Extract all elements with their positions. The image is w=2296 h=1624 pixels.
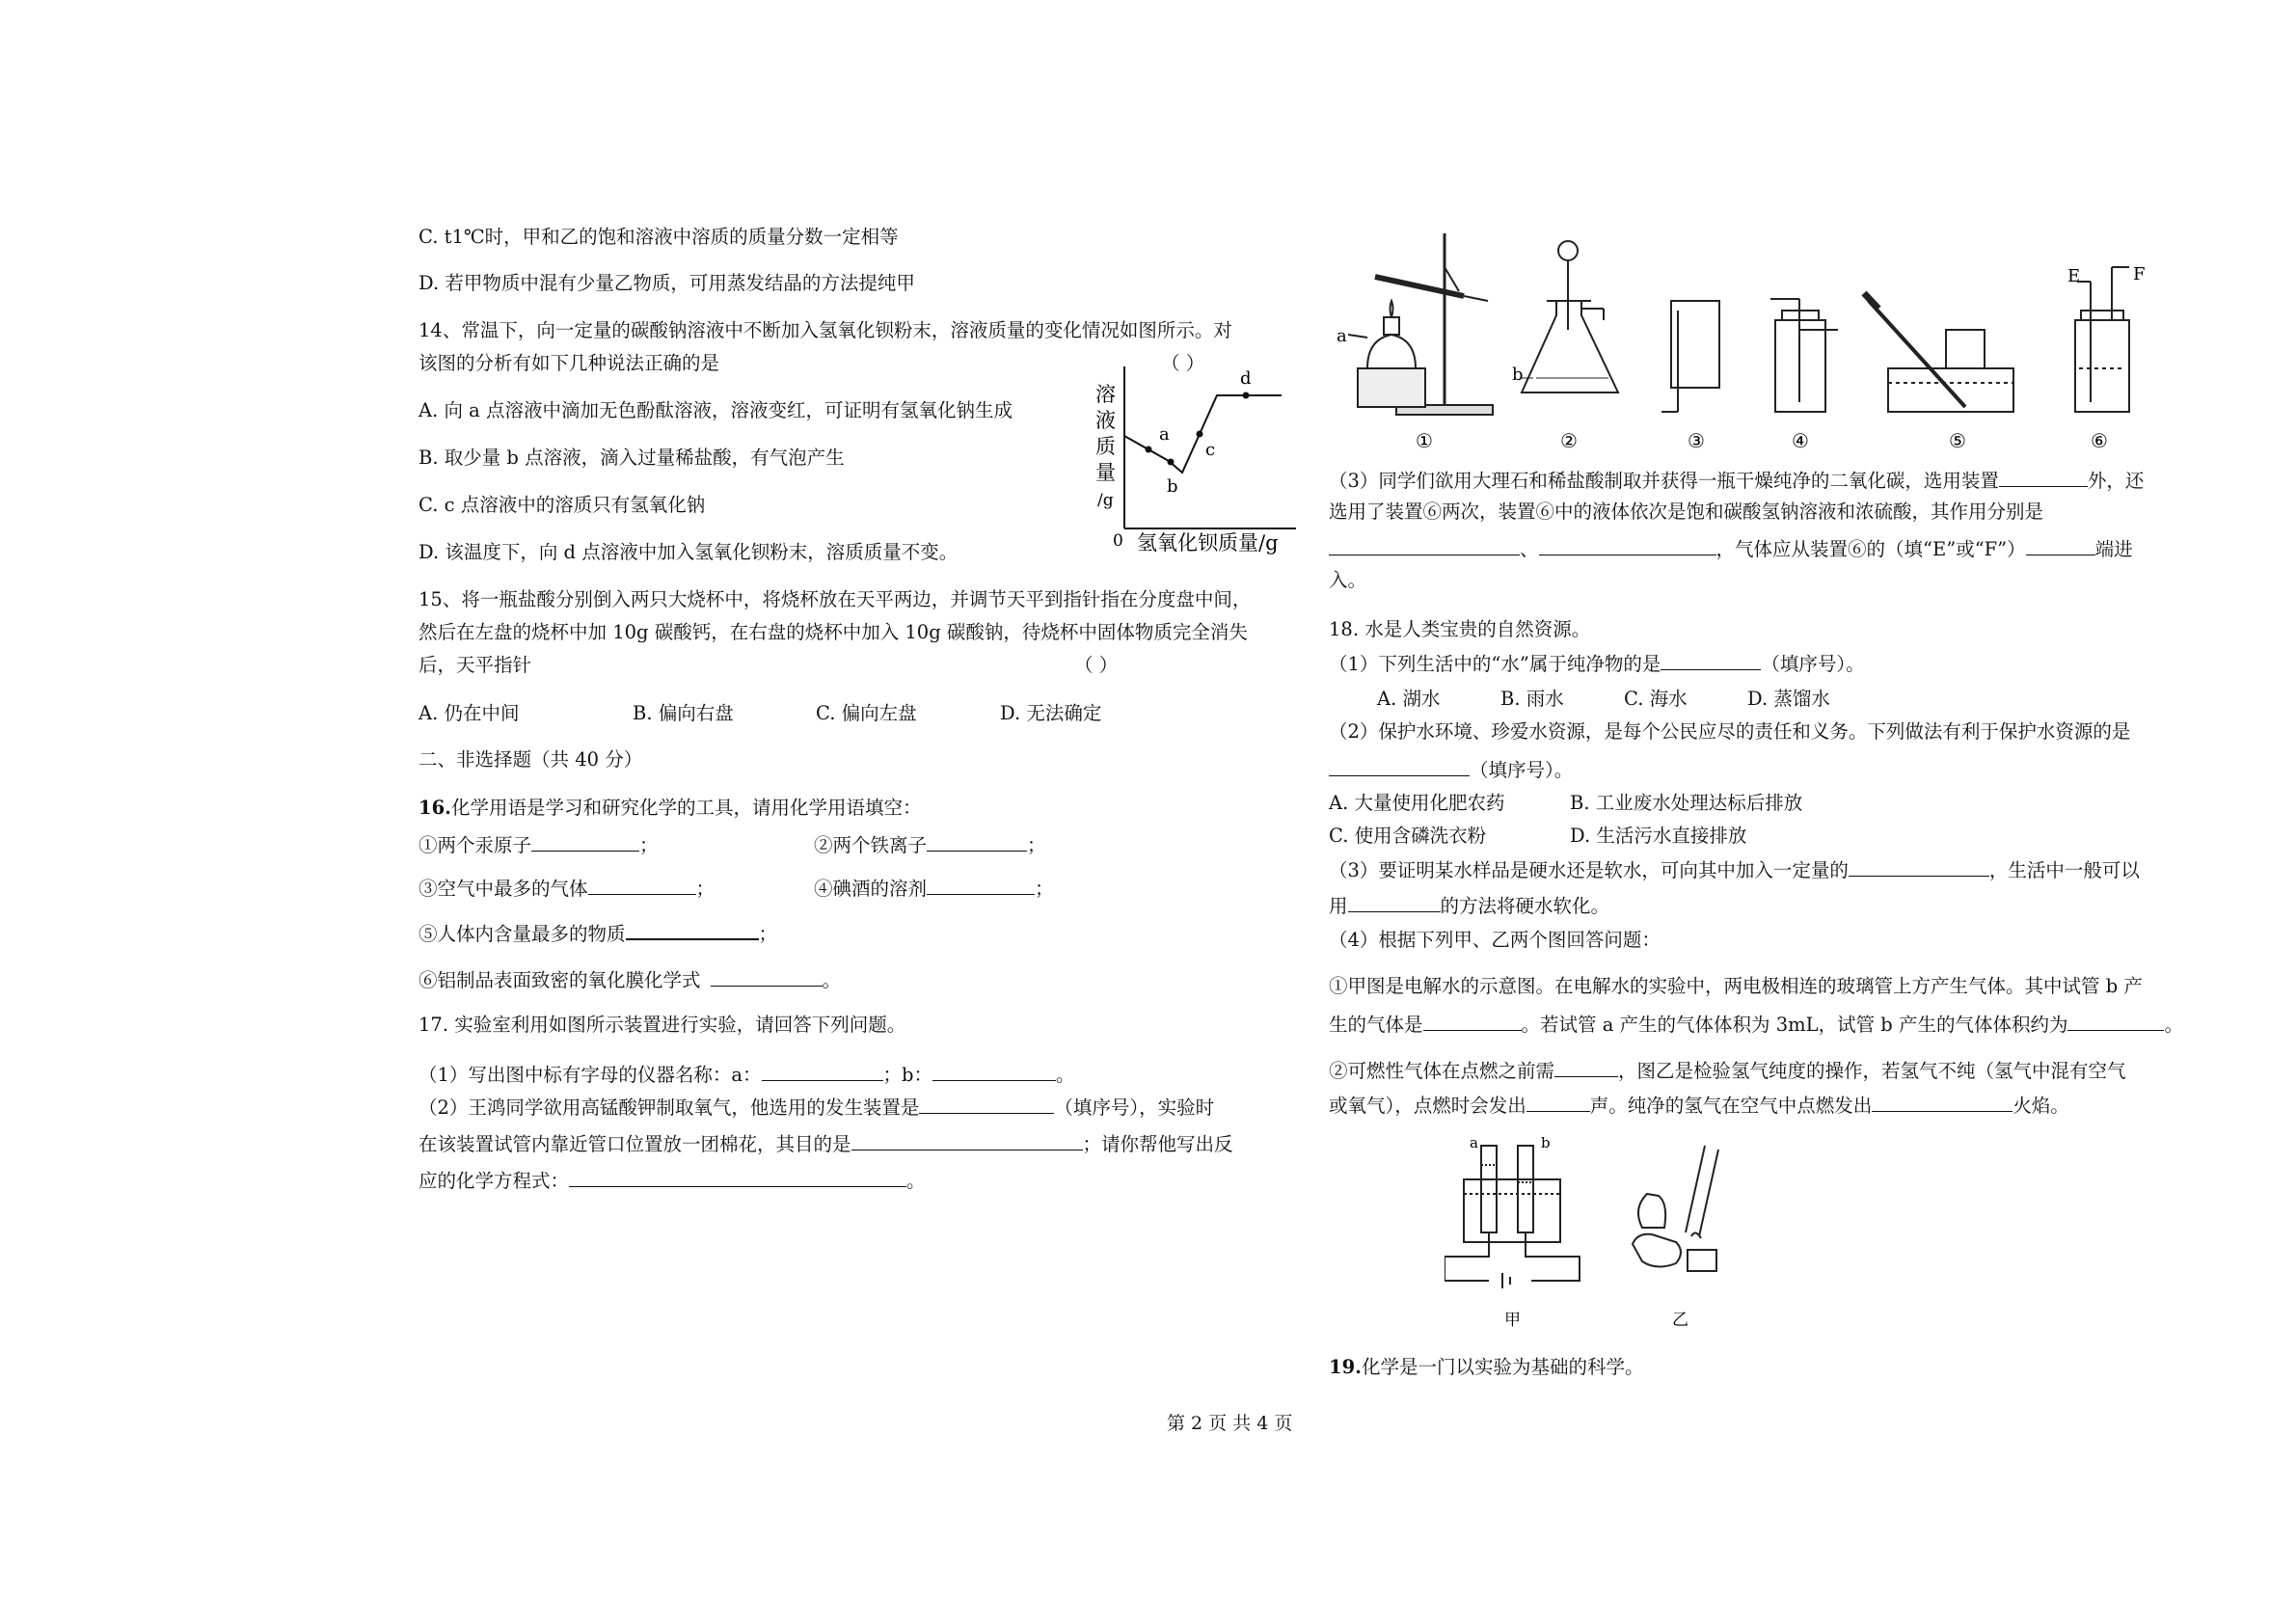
graph-origin: 0 [1113, 531, 1123, 551]
q14-stem-line1: 14、常温下，向一定量的碳酸钠溶液中不断加入氢氧化钡粉末，溶液质量的变化情况如图所示。对 [419, 319, 1232, 341]
apparatus-4-downward-collect [1770, 299, 1838, 412]
q15-answer-paren: （ ） [1074, 654, 1119, 676]
q18-part4-2-text-b: ，图乙是检验氢气纯度的操作，若氢气不纯（氢气中混有空气 [1618, 1060, 2126, 1082]
point-label-a: a [1159, 424, 1170, 445]
q17-part3-line3 [1329, 535, 2133, 562]
q16-item-3-blank[interactable] [588, 875, 696, 895]
q16-item-1-semi: ； [639, 834, 659, 856]
q16-item-2-text: ②两个铁离子 [814, 834, 928, 856]
q14-answer-paren: （ ） [1161, 352, 1205, 374]
q16-item-6-period: 。 [822, 969, 842, 991]
apparatus-label-2: ② [1560, 429, 1578, 452]
q17-part2-text-b: （填序号），实验时 [1054, 1096, 1215, 1119]
figure-jia-label-b: b [1541, 1136, 1551, 1151]
q18-part1-opt-b: B. 雨水 [1500, 688, 1564, 710]
figure-yi-caption: 乙 [1672, 1311, 1688, 1329]
q16-item-5 [419, 919, 777, 947]
q18-part4-2-text-c: 或氧气），点燃时会发出 [1329, 1095, 1526, 1117]
point-label-d: d [1240, 368, 1252, 389]
apparatus-letter-a: a [1337, 326, 1347, 346]
q18-blank-sound[interactable] [1526, 1092, 1590, 1112]
point-d [1243, 392, 1250, 399]
q15-option-c: C. 偏向左盘 [816, 702, 917, 724]
q16-text: 化学用语是学习和研究化学的工具，请用化学用语填空： [450, 797, 922, 819]
q14-option-c: C. c 点溶液中的溶质只有氢氧化钠 [419, 494, 706, 516]
q17-part3-text-b: 外，还 [2087, 470, 2145, 492]
q18-part2-text-b: （填序号）。 [1470, 759, 1574, 781]
q16-item-6-text: ⑥铝制品表面致密的氧化膜化学式 [419, 969, 701, 991]
q18-part4-2-line1 [1329, 1057, 2126, 1084]
q17-part3-text-a: （3）同学们欲用大理石和稀盐酸制取并获得一瓶干燥纯净的二氧化碳，选用装置 [1329, 470, 1999, 492]
q17-part2-text-e: 应的化学方程式： [419, 1170, 570, 1192]
q18-part3-text-d: 的方法将硬水软化。 [1440, 895, 1610, 917]
q18-part1-text-b: （填序号）。 [1761, 653, 1865, 675]
q17-part1-text-a: （1）写出图中标有字母的仪器名称：a： [419, 1064, 762, 1086]
q16-item-4-semi: ； [1035, 878, 1054, 900]
q14-stem-line2: 该图的分析有如下几种说法正确的是 [419, 352, 720, 374]
apparatus-3-upward-collect [1661, 301, 1719, 412]
point-c [1197, 431, 1203, 438]
q18-part4-2-text-d: 声。纯净的氢气在空气中点燃发出 [1589, 1095, 1873, 1117]
q17-blank-role1[interactable] [1329, 535, 1520, 555]
point-label-c: c [1205, 440, 1216, 460]
q16-item-2-blank[interactable] [927, 831, 1027, 852]
q19-stem [1329, 1355, 1643, 1380]
q17-part2-text-a: （2）王鸿同学欲用高锰酸钾制取氧气，他选用的发生装置是 [419, 1096, 920, 1119]
q18-part3-line2 [1329, 892, 1609, 919]
q18-blank-flame[interactable] [1872, 1092, 2012, 1112]
q18-blank-pure[interactable] [1661, 650, 1761, 670]
q17-blank-inlet[interactable] [2026, 535, 2095, 555]
ylabel-char-1: 溶 [1095, 383, 1116, 406]
point-a [1146, 447, 1152, 453]
apparatus-label-4: ④ [1792, 429, 1809, 452]
ylabel-char-4: 量 [1095, 461, 1116, 484]
q16-item-3 [419, 875, 715, 902]
q16-item-4-blank[interactable] [927, 875, 1035, 895]
q18-part3-text-a: （3）要证明某水样品是硬水还是软水，可向其中加入一定量的 [1329, 859, 1849, 881]
q18-part2-line1: （2）保护水环境、珍爱水资源，是每个公民应尽的责任和义务。下列做法有利于保护水资源的是 [1329, 720, 2131, 743]
q18-blank-volume[interactable] [2067, 1011, 2164, 1031]
apparatus-2-flask [1522, 241, 1618, 392]
q18-blank-pretreat[interactable] [1554, 1057, 1618, 1077]
q17-part3-sep: 、 [1520, 538, 1539, 560]
q18-part3-text-c: 用 [1329, 895, 1348, 917]
figure-jia-caption: 甲 [1504, 1311, 1521, 1329]
q13-option-d: D. 若甲物质中混有少量乙物质，可用蒸发结晶的方法提纯甲 [419, 272, 915, 294]
q18-part2-opt-c: C. 使用含磷洗衣粉 [1329, 825, 1487, 847]
q16-item-2-semi: ； [1027, 834, 1046, 856]
q18-part3-line1 [1329, 856, 2140, 883]
ylabel-char-3: 质 [1095, 435, 1116, 458]
apparatus-6-wash-bottle [2075, 267, 2129, 412]
q18-part4-1-period: 。 [2164, 1014, 2183, 1036]
q16-item-1-blank[interactable] [531, 831, 639, 852]
q15-stem-line3: 后，天平指针 [419, 654, 532, 676]
q18-blank-method[interactable] [1348, 892, 1441, 912]
point-b [1168, 459, 1175, 466]
q16-item-4-text: ④碘酒的溶剂 [814, 878, 928, 900]
apparatus-label-1: ① [1416, 429, 1433, 452]
q17-part1 [419, 1061, 1075, 1088]
section-2-heading: 二、非选择题（共 40 分） [419, 748, 643, 771]
q16-item-2 [814, 831, 1046, 858]
apparatus-label-5: ⑤ [1949, 429, 1966, 452]
q17-part3-text-f: 端进 [2094, 538, 2133, 560]
q18-part2-opt-b: B. 工业废水处理达标后排放 [1570, 792, 1803, 814]
q17-blank-a[interactable] [762, 1061, 883, 1081]
q17-blank-equation[interactable] [569, 1167, 906, 1187]
q16-item-5-semi: ； [758, 923, 778, 945]
q15-option-a: A. 仍在中间 [419, 702, 520, 724]
q18-part4-2-line2 [1329, 1092, 2069, 1119]
page-footer: 第 2 页 共 4 页 [1167, 1413, 1293, 1434]
q18-blank-reagent[interactable] [1849, 856, 1989, 877]
q17-part1-period: 。 [1056, 1064, 1075, 1086]
q15-stem-line2: 然后在左盘的烧杯中加 10g 碳酸钙，在右盘的烧杯中加入 10g 碳酸钠，待烧杯中固体物质完全消失 [419, 621, 1248, 643]
ylabel-char-2: 液 [1095, 409, 1116, 432]
q18-part4-1-line1: ①甲图是电解水的示意图。在电解水的实验中，两电极相连的玻璃管上方产生气体。其中试管 b 产 [1329, 975, 2143, 997]
q16-item-1-text: ①两个汞原子 [419, 834, 532, 856]
q17-blank-b[interactable] [932, 1061, 1056, 1081]
q16-number: 16. [419, 797, 451, 819]
q14-option-d: D. 该温度下，向 d 点溶液中加入氢氧化钡粉末，溶质质量不变。 [419, 541, 959, 563]
q14-option-a: A. 向 a 点溶液中滴加无色酚酞溶液，溶液变红，可证明有氢氧化钠生成 [419, 399, 1013, 421]
ylabel-char-5: /g [1097, 491, 1114, 510]
apparatus-letter-F: F [2133, 264, 2146, 284]
q15-option-b: B. 偏向右盘 [633, 702, 734, 724]
figure-jia-label-a: a [1470, 1136, 1478, 1151]
q17-blank-role2[interactable] [1539, 535, 1716, 555]
q17-part2-line1 [419, 1094, 1214, 1121]
q18-part2-opt-a: A. 大量使用化肥农药 [1329, 792, 1505, 814]
q19-number: 19. [1329, 1356, 1362, 1378]
q17-part3-line1 [1329, 467, 2144, 494]
apparatus-5-water-trough [1864, 293, 2013, 412]
q19-text: 化学是一门以实验为基础的科学。 [1361, 1356, 1644, 1378]
q18-part1 [1329, 650, 1865, 677]
q17-part3-line2: 选用了装置⑥两次，装置⑥中的液体依次是饱和碳酸氢钠溶液和浓硫酸，其作用分别是 [1329, 501, 2044, 523]
q16-item-3-semi: ； [695, 878, 716, 900]
q17-part1-text-b: ；b： [882, 1064, 933, 1086]
q18-part2-opt-d: D. 生活污水直接排放 [1570, 825, 1747, 847]
q17-part2-period: 。 [906, 1170, 926, 1192]
q16-item-6-blank[interactable] [711, 966, 823, 987]
q18-stem: 18. 水是人类宝贵的自然资源。 [1329, 618, 1591, 640]
q17-blank-purpose[interactable] [851, 1130, 1083, 1150]
q17-part3-line4: 入。 [1329, 569, 1367, 591]
q16-item-4 [814, 875, 1054, 902]
q18-part4-1-text-c: 。若试管 a 产生的气体体积为 3mL，试管 b 产生的气体体积约为 [1521, 1014, 2068, 1036]
q16-item-1 [419, 831, 659, 858]
q14-solution-mass-graph [1055, 366, 1296, 559]
q17-part3-text-e: ，气体应从装置⑥的（填“E”或“F”） [1715, 538, 2026, 560]
q17-part2-line2 [419, 1130, 1233, 1157]
q16-item-5-blank[interactable] [626, 919, 759, 940]
q17-part2-text-c: 在该装置试管内靠近管口位置放一团棉花，其目的是 [419, 1133, 851, 1155]
apparatus-letter-b: b [1512, 365, 1524, 385]
q18-part3-text-b: ，生活中一般可以 [1988, 859, 2140, 881]
figure-yi-hydrogen-test [1633, 1146, 1718, 1271]
q18-blank-protect[interactable] [1329, 756, 1470, 776]
point-label-b: b [1167, 476, 1178, 497]
q18-part4-2-text-a: ②可燃性气体在点燃之前需 [1329, 1060, 1555, 1082]
q18-part4-2-text-e: 火焰。 [2012, 1095, 2069, 1117]
lab-apparatus-figure [1329, 224, 2216, 455]
apparatus-label-6: ⑥ [2091, 429, 2108, 452]
figure-jia-electrolysis [1445, 1146, 1580, 1288]
q18-part4: （4）根据下列甲、乙两个图回答问题： [1329, 929, 1661, 951]
q16-item-3-text: ③空气中最多的气体 [419, 878, 588, 900]
q14-option-b: B. 取少量 b 点溶液，滴入过量稀盐酸，有气泡产生 [419, 447, 845, 469]
q18-part2-line2 [1329, 756, 1573, 783]
q18-part4-1-text-b: 生的气体是 [1329, 1014, 1423, 1036]
q17-blank-device3[interactable] [1999, 467, 2088, 487]
q18-part1-opt-d: D. 蒸馏水 [1747, 688, 1830, 710]
q18-part1-opt-a: A. 湖水 [1377, 688, 1441, 710]
apparatus-letter-E: E [2067, 266, 2081, 286]
apparatus-label-3: ③ [1688, 429, 1705, 452]
q16-stem [419, 796, 921, 821]
graph-xlabel: 氢氧化钡质量/g [1137, 531, 1279, 555]
electrolysis-and-purity-figure [1445, 1136, 1753, 1329]
q15-option-d: D. 无法确定 [1000, 702, 1102, 724]
q13-option-c: C. t1℃时，甲和乙的饱和溶液中溶质的质量分数一定相等 [419, 226, 899, 248]
q16-item-6 [419, 966, 841, 993]
apparatus-1-heating [1348, 233, 1493, 415]
q17-stem: 17. 实验室利用如图所示装置进行实验，请回答下列问题。 [419, 1014, 906, 1036]
q18-part4-1-line2 [1329, 1011, 2183, 1038]
q16-item-5-text: ⑤人体内含量最多的物质 [419, 923, 626, 945]
q18-part1-opt-c: C. 海水 [1624, 688, 1688, 710]
q18-part1-text-a: （1）下列生活中的“水”属于纯净物的是 [1329, 653, 1661, 675]
q15-stem-line1: 15、将一瓶盐酸分别倒入两只大烧杯中，将烧杯放在天平两边，并调节天平到指针指在分度盘中间， [419, 588, 1252, 610]
q17-part2-text-d: ；请你帮他写出反 [1082, 1133, 1233, 1155]
q17-blank-device[interactable] [919, 1094, 1054, 1114]
q17-part2-line3 [419, 1167, 926, 1194]
q18-blank-gas-b[interactable] [1423, 1011, 1522, 1031]
